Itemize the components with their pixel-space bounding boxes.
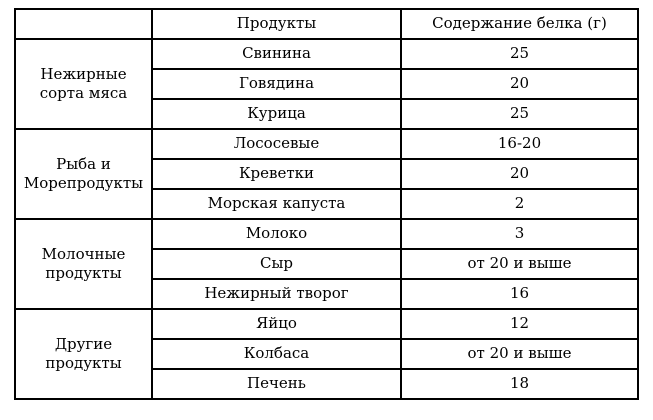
- protein-cell: 18: [401, 369, 638, 399]
- protein-cell: 16: [401, 279, 638, 309]
- protein-cell: 25: [401, 39, 638, 69]
- header-row: [15, 9, 638, 39]
- header-products-cell: Продукты: [152, 9, 401, 39]
- product-cell: Колбаса: [152, 339, 401, 369]
- product-cell: Лососевые: [152, 129, 401, 159]
- protein-cell: 12: [401, 309, 638, 339]
- table-row: [15, 309, 638, 339]
- protein-cell: 20: [401, 159, 638, 189]
- header-category-cell: [15, 9, 152, 39]
- table-row: [15, 129, 638, 159]
- product-cell: Морская капуста: [152, 189, 401, 219]
- table-row: [15, 39, 638, 69]
- category-cell: Молочные продукты: [15, 219, 152, 309]
- product-cell: Креветки: [152, 159, 401, 189]
- protein-cell: 2: [401, 189, 638, 219]
- category-cell: Нежирные сорта мяса: [15, 39, 152, 129]
- product-cell: Говядина: [152, 69, 401, 99]
- header-protein-cell: Содержание белка (г): [401, 9, 638, 39]
- category-cell: Рыба и Морепродукты: [15, 129, 152, 219]
- product-cell: Сыр: [152, 249, 401, 279]
- protein-cell: 3: [401, 219, 638, 249]
- protein-cell: 16-20: [401, 129, 638, 159]
- protein-cell: от 20 и выше: [401, 339, 638, 369]
- protein-content-table: [14, 8, 639, 400]
- product-cell: Свинина: [152, 39, 401, 69]
- product-cell: Нежирный творог: [152, 279, 401, 309]
- table-row: [15, 219, 638, 249]
- protein-cell: 25: [401, 99, 638, 129]
- product-cell: Яйцо: [152, 309, 401, 339]
- product-cell: Печень: [152, 369, 401, 399]
- protein-cell: 20: [401, 69, 638, 99]
- protein-cell: от 20 и выше: [401, 249, 638, 279]
- category-cell: Другие продукты: [15, 309, 152, 399]
- product-cell: Молоко: [152, 219, 401, 249]
- product-cell: Курица: [152, 99, 401, 129]
